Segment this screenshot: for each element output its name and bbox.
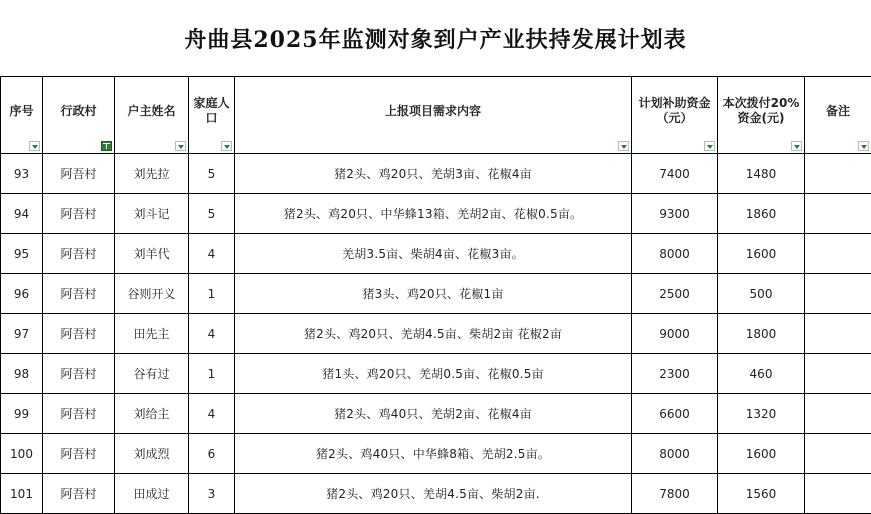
cell-note[interactable] — [805, 154, 871, 194]
col-label: 上报项目需求内容 — [235, 104, 631, 127]
cell-population[interactable]: 1 — [189, 354, 235, 394]
col-header-payment — [718, 77, 805, 154]
table-row — [1, 194, 871, 234]
cell-content[interactable]: 猪2头、鸡40只、中华蜂8箱、羌胡2.5亩。 — [235, 434, 632, 474]
cell-population[interactable]: 4 — [189, 314, 235, 354]
cell-village[interactable]: 阿吾村 — [43, 394, 115, 434]
cell-content[interactable]: 猪2头、鸡20只、中华蜂13箱、羌胡2亩、花椒0.5亩。 — [235, 194, 632, 234]
cell-note[interactable] — [805, 274, 871, 314]
col-header-village — [43, 77, 115, 154]
cell-content[interactable]: 猪2头、鸡20只、羌胡4.5亩、柴胡2亩. — [235, 474, 632, 514]
cell-no[interactable]: 96 — [1, 274, 43, 314]
cell-village[interactable]: 阿吾村 — [43, 314, 115, 354]
cell-plan-fund[interactable]: 2500 — [632, 274, 718, 314]
cell-name[interactable]: 刘斗记 — [115, 194, 189, 234]
cell-note[interactable] — [805, 354, 871, 394]
col-label: 序号 — [1, 104, 42, 127]
cell-village[interactable]: 阿吾村 — [43, 354, 115, 394]
filter-dropdown-icon[interactable] — [791, 141, 802, 151]
cell-plan-fund[interactable]: 2300 — [632, 354, 718, 394]
table-row — [1, 394, 871, 434]
header-row — [1, 77, 871, 154]
sheet-title: 舟曲县2025年监测对象到户产业扶持发展计划表 — [0, 0, 871, 77]
cell-village[interactable]: 阿吾村 — [43, 474, 115, 514]
cell-payment[interactable]: 500 — [718, 274, 805, 314]
cell-name[interactable]: 田先主 — [115, 314, 189, 354]
cell-plan-fund[interactable]: 9000 — [632, 314, 718, 354]
filter-dropdown-icon[interactable] — [221, 141, 232, 151]
cell-name[interactable]: 刘成烈 — [115, 434, 189, 474]
cell-population[interactable]: 1 — [189, 274, 235, 314]
cell-name[interactable]: 谷则开义 — [115, 274, 189, 314]
cell-payment[interactable]: 1800 — [718, 314, 805, 354]
cell-content[interactable]: 猪1头、鸡20只、羌胡0.5亩、花椒0.5亩 — [235, 354, 632, 394]
plan-table — [0, 76, 871, 514]
filter-dropdown-icon[interactable] — [29, 141, 40, 151]
cell-payment[interactable]: 1320 — [718, 394, 805, 434]
cell-payment[interactable]: 1560 — [718, 474, 805, 514]
cell-name[interactable]: 刘给主 — [115, 394, 189, 434]
cell-content[interactable]: 羌胡3.5亩、柴胡4亩、花椒3亩。 — [235, 234, 632, 274]
col-header-population — [189, 77, 235, 154]
cell-village[interactable]: 阿吾村 — [43, 434, 115, 474]
cell-village[interactable]: 阿吾村 — [43, 234, 115, 274]
table-row — [1, 154, 871, 194]
cell-name[interactable]: 刘羊代 — [115, 234, 189, 274]
cell-plan-fund[interactable]: 8000 — [632, 434, 718, 474]
cell-no[interactable]: 99 — [1, 394, 43, 434]
cell-content[interactable]: 猪2头、鸡20只、羌胡3亩、花椒4亩 — [235, 154, 632, 194]
cell-name[interactable]: 刘先拉 — [115, 154, 189, 194]
cell-plan-fund[interactable]: 7800 — [632, 474, 718, 514]
cell-note[interactable] — [805, 314, 871, 354]
col-label: 行政村 — [43, 104, 114, 127]
cell-plan-fund[interactable]: 6600 — [632, 394, 718, 434]
cell-note[interactable] — [805, 394, 871, 434]
cell-no[interactable]: 101 — [1, 474, 43, 514]
col-label: 家庭人口 — [189, 96, 234, 134]
table-row — [1, 354, 871, 394]
col-header-content — [235, 77, 632, 154]
col-label: 计划补助资金（元） — [632, 96, 717, 134]
col-header-name — [115, 77, 189, 154]
cell-payment[interactable]: 1600 — [718, 234, 805, 274]
table-row — [1, 434, 871, 474]
cell-payment[interactable]: 460 — [718, 354, 805, 394]
cell-population[interactable]: 4 — [189, 234, 235, 274]
cell-content[interactable]: 猪2头、鸡40只、羌胡2亩、花椒4亩 — [235, 394, 632, 434]
col-label: 本次拨付20%资金(元) — [718, 96, 804, 134]
cell-plan-fund[interactable]: 8000 — [632, 234, 718, 274]
cell-plan-fund[interactable]: 7400 — [632, 154, 718, 194]
table-row — [1, 234, 871, 274]
active-filter-icon[interactable] — [101, 141, 112, 151]
cell-no[interactable]: 93 — [1, 154, 43, 194]
cell-population[interactable]: 6 — [189, 434, 235, 474]
cell-population[interactable]: 5 — [189, 194, 235, 234]
cell-content[interactable]: 猪3头、鸡20只、花椒1亩 — [235, 274, 632, 314]
cell-no[interactable]: 97 — [1, 314, 43, 354]
cell-payment[interactable]: 1480 — [718, 154, 805, 194]
cell-population[interactable]: 3 — [189, 474, 235, 514]
table-row — [1, 274, 871, 314]
cell-plan-fund[interactable]: 9300 — [632, 194, 718, 234]
filter-dropdown-icon[interactable] — [704, 141, 715, 151]
col-header-note — [805, 77, 871, 154]
cell-note[interactable] — [805, 434, 871, 474]
cell-village[interactable]: 阿吾村 — [43, 154, 115, 194]
cell-no[interactable]: 98 — [1, 354, 43, 394]
col-label: 备注 — [805, 104, 871, 127]
cell-note[interactable] — [805, 194, 871, 234]
cell-payment[interactable]: 1860 — [718, 194, 805, 234]
cell-note[interactable] — [805, 234, 871, 274]
filter-dropdown-icon[interactable] — [175, 141, 186, 151]
cell-name[interactable]: 田成过 — [115, 474, 189, 514]
filter-dropdown-icon[interactable] — [618, 141, 629, 151]
table-row — [1, 474, 871, 514]
col-header-plan-fund — [632, 77, 718, 154]
cell-village[interactable]: 阿吾村 — [43, 194, 115, 234]
table-row — [1, 314, 871, 354]
col-label: 户主姓名 — [115, 104, 188, 127]
cell-no[interactable]: 95 — [1, 234, 43, 274]
cell-note[interactable] — [805, 474, 871, 514]
cell-content[interactable]: 猪2头、鸡20只、羌胡4.5亩、柴胡2亩 花椒2亩 — [235, 314, 632, 354]
cell-payment[interactable]: 1600 — [718, 434, 805, 474]
cell-no[interactable]: 94 — [1, 194, 43, 234]
cell-village[interactable]: 阿吾村 — [43, 274, 115, 314]
cell-population[interactable]: 5 — [189, 154, 235, 194]
col-header-no — [1, 77, 43, 154]
filter-dropdown-icon[interactable] — [858, 141, 869, 151]
cell-name[interactable]: 谷有过 — [115, 354, 189, 394]
cell-population[interactable]: 4 — [189, 394, 235, 434]
cell-no[interactable]: 100 — [1, 434, 43, 474]
